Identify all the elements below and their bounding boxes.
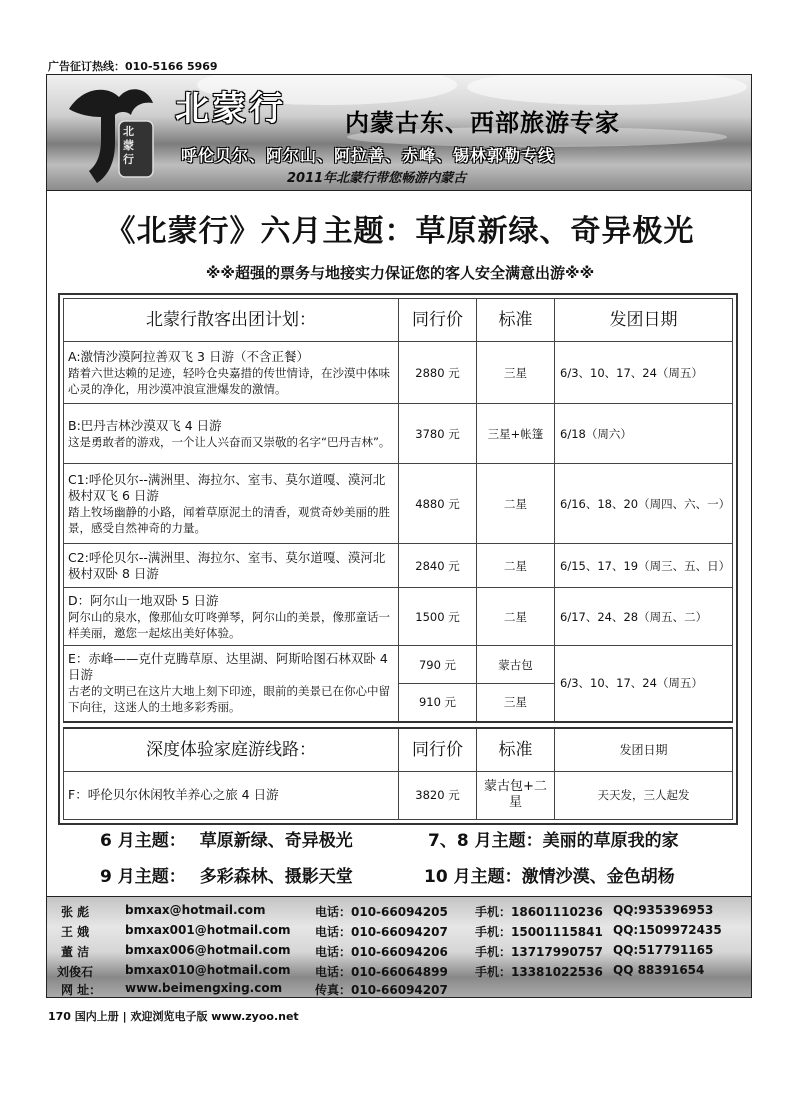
theme-value: 多彩森林、摄影天堂 bbox=[199, 867, 353, 887]
page-subheadline: ※※超强的票务与地接实力保证您的客人安全满意出游※※ bbox=[205, 264, 595, 282]
tour-price: 910 元 bbox=[399, 684, 477, 722]
tour-date: 6/3、10、17、24（周五） bbox=[555, 342, 733, 404]
table-header-row bbox=[64, 728, 733, 772]
tour-cell bbox=[64, 588, 399, 646]
tour-standard: 二星 bbox=[477, 588, 555, 646]
table-row bbox=[64, 771, 733, 819]
tour-standard: 三星+帐篷 bbox=[477, 404, 555, 464]
table-row bbox=[64, 464, 733, 544]
header-standard: 标准 bbox=[477, 299, 555, 342]
contact-name: 王 娥 bbox=[61, 925, 90, 939]
contact-phone: 电话：010-66094205 bbox=[315, 905, 448, 919]
header-date: 发团日期 bbox=[555, 299, 733, 342]
contact-phone: 电话：010-66094207 bbox=[315, 925, 448, 939]
tour-date: 6/15、17、19（周三、五、日） bbox=[555, 544, 733, 588]
contact-email[interactable]: bmxax001@hotmail.com bbox=[125, 923, 291, 937]
tour-desc: 阿尔山的泉水，像那仙女叮咚弹琴，阿尔山的美景，像那童话一样美丽，邀您一起炫出美好体验。 bbox=[68, 609, 390, 640]
tour-price: 4880 元 bbox=[399, 464, 477, 544]
header-date: 发团日期 bbox=[555, 728, 733, 772]
header-price: 同行价 bbox=[399, 299, 477, 342]
contact-section bbox=[47, 896, 751, 997]
header-price: 同行价 bbox=[399, 728, 477, 772]
theme-value: 草原新绿、奇异极光 bbox=[199, 831, 353, 851]
theme-june bbox=[100, 826, 353, 851]
tour-cell bbox=[64, 646, 399, 722]
website-link[interactable]: www.beimengxing.com bbox=[125, 981, 283, 995]
theme-value: 美丽的草原我的家 bbox=[542, 831, 679, 851]
tour-price: 790 元 bbox=[399, 646, 477, 684]
fax-number: 传真：010-66094207 bbox=[315, 983, 448, 997]
theme-september bbox=[100, 862, 353, 887]
tour-title: F：呼伦贝尔休闲牧羊养心之旅 4 日游 bbox=[68, 787, 279, 802]
tour-title: C1:呼伦贝尔--满洲里、海拉尔、室韦、莫尔道嘎、漠河北极村双飞 6 日游 bbox=[68, 471, 386, 503]
tour-title: A:激情沙漠阿拉善双飞 3 日游（不含正餐） bbox=[68, 348, 309, 364]
tour-title: D：阿尔山一地双卧 5 日游 bbox=[68, 592, 219, 608]
tour-cell bbox=[64, 544, 399, 588]
table-row bbox=[64, 342, 733, 404]
contact-qq: QQ 88391654 bbox=[613, 963, 705, 977]
banner-slogan: 2011年北蒙行带您畅游内蒙古 bbox=[287, 171, 467, 186]
contact-name: 董 洁 bbox=[61, 945, 90, 959]
tour-desc: 踏着六世达赖的足迹，轻吟仓央嘉措的传世情诗，在沙漠中体味心灵的净化，用沙漠冲浪宣泄爆发的激情。 bbox=[68, 365, 390, 396]
contact-name: 张 彪 bbox=[61, 905, 90, 919]
table-row bbox=[64, 544, 733, 588]
banner-tagline: 内蒙古东、西部旅游专家 bbox=[345, 109, 620, 137]
tour-standard: 二星 bbox=[477, 464, 555, 544]
banner-routes: 呼伦贝尔、阿尔山、阿拉善、赤峰、锡林郭勒专线 bbox=[181, 146, 556, 165]
tour-desc: 踏上牧场幽静的小路，闻着草原泥土的清香，观赏奇妙美丽的胜景，感受自然神奇的力量。 bbox=[68, 504, 390, 535]
tour-price: 2840 元 bbox=[399, 544, 477, 588]
theme-july-august bbox=[428, 826, 679, 851]
contact-phone: 电话：010-66064899 bbox=[315, 965, 448, 979]
contact-row bbox=[47, 903, 751, 920]
contact-mobile: 手机：13717990757 bbox=[475, 945, 603, 959]
contact-email[interactable]: bmxax@hotmail.com bbox=[125, 903, 266, 917]
tour-cell bbox=[64, 464, 399, 544]
header-standard: 标准 bbox=[477, 728, 555, 772]
website-label: 网 址： bbox=[61, 983, 102, 997]
theme-label: 6 月主题： bbox=[100, 831, 186, 851]
tour-table-frame bbox=[58, 293, 738, 825]
table-header-row bbox=[64, 299, 733, 342]
tour-desc: 这是勇敢者的游戏，一个让人兴奋而又崇敬的名字“巴丹吉林”。 bbox=[68, 434, 391, 449]
tour-standard: 蒙古包+二星 bbox=[477, 771, 555, 819]
header-plan: 北蒙行散客出团计划： bbox=[64, 299, 399, 342]
tour-standard: 三星 bbox=[477, 342, 555, 404]
table-row bbox=[64, 646, 733, 684]
page-headline: 《北蒙行》六月主题：草原新绿、奇异极光 bbox=[105, 214, 695, 249]
contact-row bbox=[47, 963, 751, 980]
contact-row bbox=[47, 923, 751, 940]
tour-table bbox=[63, 298, 733, 820]
contact-qq: QQ:517791165 bbox=[613, 943, 714, 957]
tour-title: B:巴丹吉林沙漠双飞 4 日游 bbox=[68, 417, 222, 433]
ad-hotline: 广告征订热线：010-5166 5969 bbox=[48, 60, 218, 73]
tour-cell bbox=[64, 771, 399, 819]
tour-date: 6/18（周六） bbox=[555, 404, 733, 464]
contact-name: 刘俊石 bbox=[57, 965, 94, 979]
logo-vertical-text: 北蒙行 bbox=[123, 125, 134, 166]
table-row bbox=[64, 404, 733, 464]
theme-october bbox=[424, 862, 675, 887]
tour-date: 6/3、10、17、24（周五） bbox=[555, 646, 733, 722]
contact-mobile: 手机：18601110236 bbox=[475, 905, 603, 919]
tour-cell bbox=[64, 404, 399, 464]
header-plan: 深度体验家庭游线路： bbox=[64, 728, 399, 772]
contact-email[interactable]: bmxax010@hotmail.com bbox=[125, 963, 291, 977]
tour-date: 6/17、24、28（周五、二） bbox=[555, 588, 733, 646]
tour-standard: 三星 bbox=[477, 684, 555, 722]
table-row bbox=[64, 588, 733, 646]
website-row bbox=[47, 981, 751, 997]
contact-row bbox=[47, 943, 751, 960]
tour-date: 6/16、18、20（周四、六、一） bbox=[555, 464, 733, 544]
theme-label: 7、8 月主题： bbox=[428, 831, 543, 851]
contact-mobile: 手机：15001115841 bbox=[475, 925, 603, 939]
contact-mobile: 手机：13381022536 bbox=[475, 965, 603, 979]
tour-price: 3780 元 bbox=[399, 404, 477, 464]
tour-desc: 古老的文明已在这片大地上刻下印迹，眼前的美景已在你心中留下向往，这迷人的土地多彩秀丽。 bbox=[68, 684, 390, 715]
page-footer: 170 国内上册 | 欢迎浏览电子版 www.zyoo.net bbox=[48, 1010, 299, 1023]
tour-date: 天天发，三人起发 bbox=[555, 771, 733, 819]
tour-price: 1500 元 bbox=[399, 588, 477, 646]
header-banner bbox=[47, 75, 751, 191]
tour-title: C2:呼伦贝尔--满洲里、海拉尔、室韦、莫尔道嘎、漠河北极村双卧 8 日游 bbox=[68, 549, 386, 581]
contact-email[interactable]: bmxax006@hotmail.com bbox=[125, 943, 291, 957]
contact-qq: QQ:935396953 bbox=[613, 903, 714, 917]
tour-price: 3820 元 bbox=[399, 771, 477, 819]
tour-cell bbox=[64, 342, 399, 404]
contact-qq: QQ:1509972435 bbox=[613, 923, 722, 937]
brand-logo bbox=[61, 81, 161, 187]
tour-title: E：赤峰——克什克腾草原、达里湖、阿斯哈图石林双卧 4 日游 bbox=[68, 651, 388, 683]
tour-standard: 二星 bbox=[477, 544, 555, 588]
theme-label: 9 月主题： bbox=[100, 867, 186, 887]
contact-phone: 电话：010-66094206 bbox=[315, 945, 448, 959]
theme-value: 激情沙漠、金色胡杨 bbox=[521, 867, 675, 887]
tour-price: 2880 元 bbox=[399, 342, 477, 404]
brand-name: 北蒙行 bbox=[175, 89, 286, 129]
tour-standard: 蒙古包 bbox=[477, 646, 555, 684]
theme-label: 10 月主题： bbox=[424, 867, 522, 887]
